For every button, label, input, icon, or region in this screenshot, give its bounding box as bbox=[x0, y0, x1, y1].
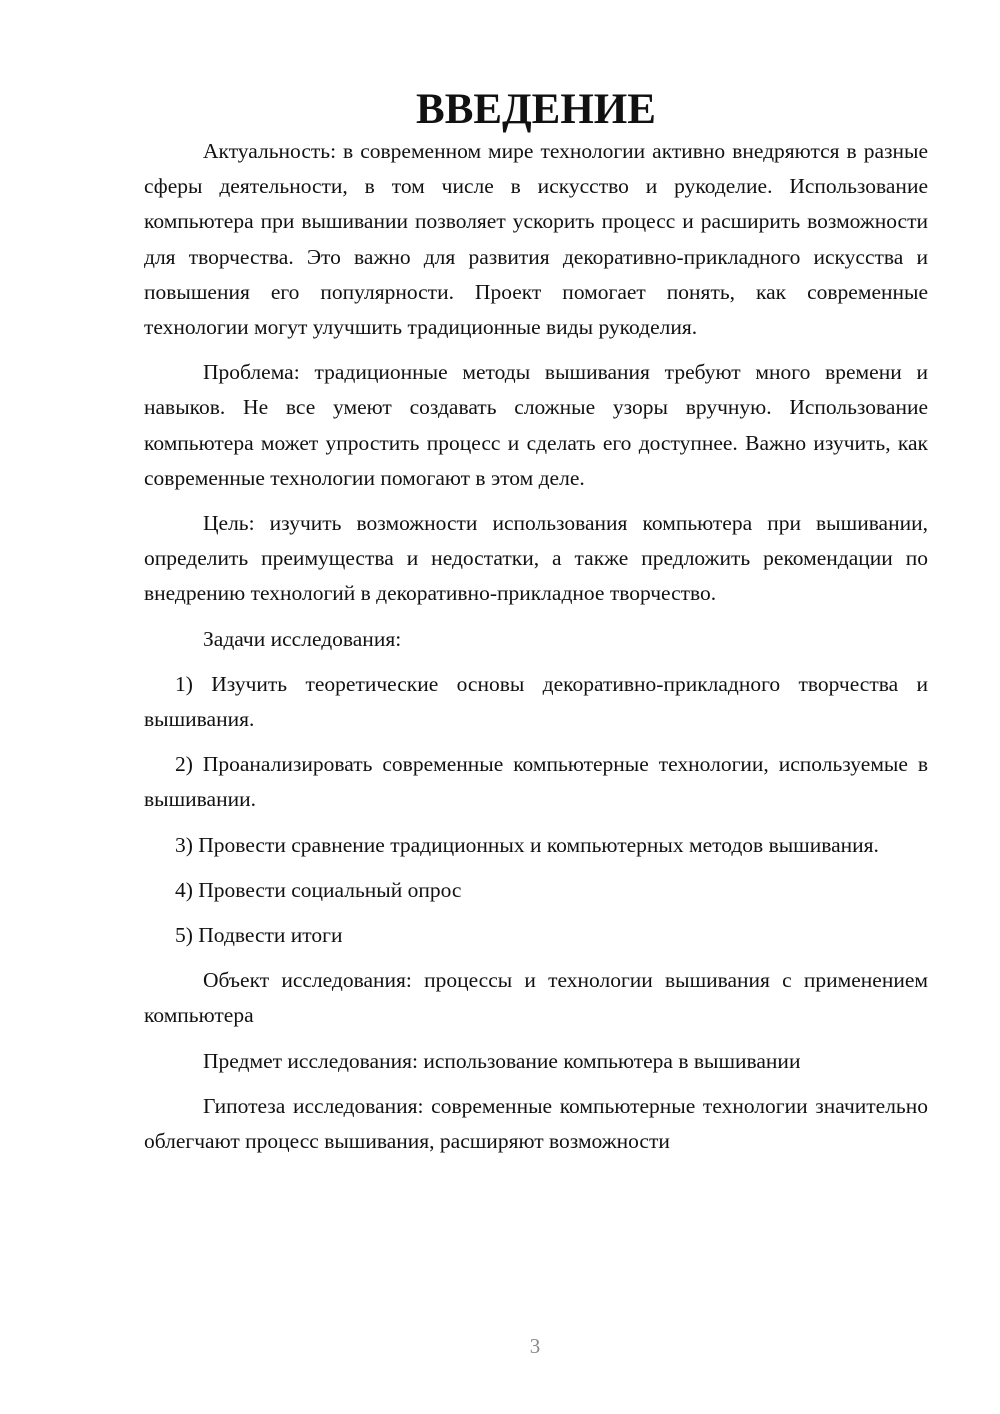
document-body bbox=[144, 86, 928, 1159]
hypothesis-paragraph: Гипотеза исследования: современные компьютерные технологии значительно облегчают процесс вышивания, расширяют возможности bbox=[144, 1093, 928, 1154]
task-item-2: 2) Проанализировать современные компьютерные технологии, используемые в вышивании. bbox=[144, 752, 928, 812]
subject-paragraph: Предмет исследования: использование компьютера в вышивании bbox=[203, 1048, 801, 1073]
task-item-4: 4) Провести социальный опрос bbox=[175, 877, 462, 902]
goal-paragraph: Цель: изучить возможности использования компьютера при вышивании, определить преимущества и недостатки, а также предложить рекомендации по внедрению технологий в декоративно-прикладное творчество. bbox=[144, 511, 928, 606]
relevance-paragraph: Актуальность: в современном мире технологии активно внедряются в разные сферы деятельности, в том числе в искусство и рукоделие. Использование компьютера при вышивании позволяет ускорить процесс и расширить возможности для творчества. Это важно для развития декоративно-прикладного искусства и повышения его популярности. Проект помогает понять, как современные технологии могут улучшить традиционные виды рукоделия. bbox=[144, 139, 928, 340]
task-item-5: 5) Подвести итоги bbox=[175, 923, 343, 948]
tasks-heading: Задачи исследования: bbox=[203, 626, 402, 651]
object-paragraph: Объект исследования: процессы и технологии вышивания с применением компьютера bbox=[144, 968, 928, 1028]
page-number: 3 bbox=[529, 1334, 541, 1358]
task-item-1: 1) Изучить теоретические основы декоративно-прикладного творчества и вышивания. bbox=[144, 671, 928, 732]
problem-paragraph: Проблема: традиционные методы вышивания требуют много времени и навыков. Не все умеют создавать сложные узоры вручную. Использование компьютера может упростить процесс и сделать его доступнее. Важно изучить, как современные технологии помогают в этом деле. bbox=[144, 360, 928, 490]
page-title: ВВЕДЕНИЕ bbox=[416, 86, 656, 133]
task-item-3: 3) Провести сравнение традиционных и компьютерных методов вышивания. bbox=[175, 832, 879, 857]
